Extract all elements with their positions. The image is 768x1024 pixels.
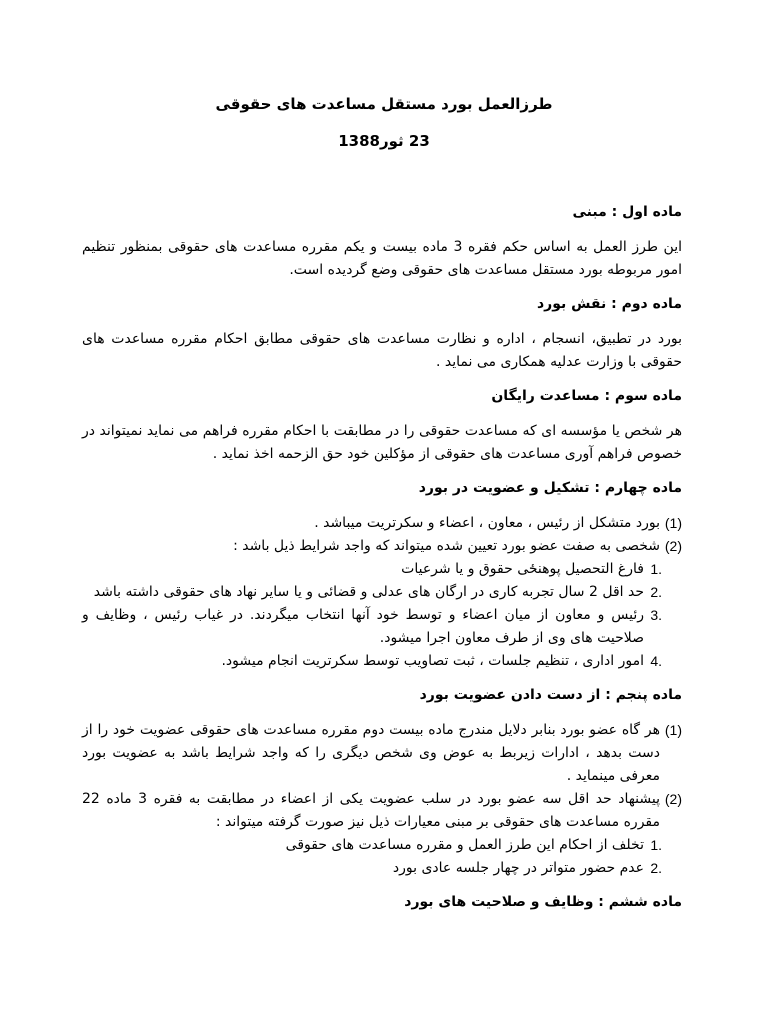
list-item-number: (1) <box>664 515 682 531</box>
sub-list-item <box>82 581 682 604</box>
article-paragraph: هر شخص یا مؤسسه ای که مساعدت حقوقی را در مطابقت با احکام مقرره فراهم می نماید نمیتواند در خصوص فراهم آوری مساعدت های حقوقی از مؤکلین خود حق الزحمه اخذ نماید . <box>82 423 682 462</box>
list-item <box>82 788 682 834</box>
list-item <box>82 535 682 558</box>
sub-list-item-number: .3 <box>650 607 662 623</box>
document-title: طرزالعمل بورد مستقل مساعدت های حقوقی <box>215 95 553 113</box>
sub-list-item-number: .1 <box>650 561 662 577</box>
list-item-text: پیشنهاد حد اقل سه عضو بورد در سلب عضویت یکی از اعضاء در مطابقت به فقره 3 ماده 22 مقرره مساعدت های حقوقی بر مبنی معیارات ذیل نیز صورت گرفته میتواند : <box>82 791 661 830</box>
article-heading: ماده پنجم : از دست دادن عضویت بورد <box>419 687 682 703</box>
sub-list-item-text: رئیس و معاون از میان اعضاء و توسط خود آنها انتخاب میگردند. در غیاب رئیس ، وظایف و صلاحیت های وی از طرف معاون اجرا میشود. <box>82 607 644 646</box>
article-heading: ماده دوم : نقش بورد <box>536 296 682 312</box>
article-5 <box>82 685 682 880</box>
list-item-text: بورد متشکل از رئیس ، معاون ، اعضاء و سکرتریت میباشد . <box>314 515 660 531</box>
sub-list-item-text: عدم حضور متواتر در چهار جلسه عادی بورد <box>392 860 644 876</box>
article-4 <box>82 478 682 673</box>
sub-list-item-text: امور اداری ، تنظیم جلسات ، ثبت تصاویب توسط سکرتریت انجام میشود. <box>221 653 644 669</box>
article-list <box>82 512 682 673</box>
document-date: 23 ثور1388 <box>338 132 430 150</box>
article-heading: ماده چهارم : تشکیل و عضویت در بورد <box>418 480 682 496</box>
sub-list-item <box>82 604 682 650</box>
list-item <box>82 719 682 788</box>
list-item-text: شخصی به صفت عضو بورد تعیین شده میتواند که واجد شرایط ذیل باشد : <box>233 538 660 554</box>
article-heading: ماده اول : مبنی <box>572 204 682 220</box>
list-item <box>82 512 682 535</box>
sub-list-item <box>82 650 682 673</box>
sub-list-item-number: .2 <box>650 584 662 600</box>
article-1 <box>82 202 682 282</box>
list-item-number: (1) <box>664 722 682 738</box>
article-3 <box>82 386 682 466</box>
sub-list-item-text: فارغ التحصیل پوهنځی حقوق و یا شرعیات <box>401 561 644 577</box>
list-item-number: (2) <box>664 791 682 807</box>
article-paragraph: بورد در تطبیق، انسجام ، اداره و نظارت مساعدت های حقوقی مطابق احکام مقرره مساعدت های حقوقی با وزارت عدلیه همکاری می نماید . <box>82 331 682 370</box>
sub-list-item-number: .2 <box>650 860 662 876</box>
sub-list-item-number: .1 <box>650 837 662 853</box>
sub-list-item <box>82 834 682 857</box>
list-item-number: (2) <box>664 538 682 554</box>
article-2 <box>82 294 682 374</box>
list-item-text: هر گاه عضو بورد بنابر دلایل مندرج ماده بیست دوم مقرره مساعدت های حقوقی عضویت خود را از دست بدهد ، ادارات زیربط به عوض وی شخص دیگری را که واجد شرایط باشد به عضویت بورد معرفی مینماید . <box>82 722 660 784</box>
article-paragraph: این طرز العمل به اساس حکم فقره 3 ماده بیست و یکم مقرره مساعدت های حقوقی بمنظور تنظیم امور مربوطه بورد مستقل مساعدت های حقوقی وضع گردیده است. <box>82 239 683 278</box>
sub-list-item-text: حد اقل 2 سال تجربه کاری در ارگان های عدلی و قضائی و یا سایر نهاد های حقوقی داشته باشد <box>93 584 644 600</box>
document-body <box>82 202 682 912</box>
article-heading: ماده ششم : وظایف و صلاحیت های بورد <box>404 894 682 910</box>
sub-list-item-text: تخلف از احکام این طرز العمل و مقرره مساعدت های حقوقی <box>285 837 644 853</box>
sub-list-item-number: .4 <box>650 653 662 669</box>
article-6 <box>82 892 682 912</box>
article-list <box>82 719 682 880</box>
article-heading: ماده سوم : مساعدت رایگان <box>491 388 682 404</box>
sub-list-item <box>82 558 682 581</box>
sub-list-item <box>82 857 682 880</box>
